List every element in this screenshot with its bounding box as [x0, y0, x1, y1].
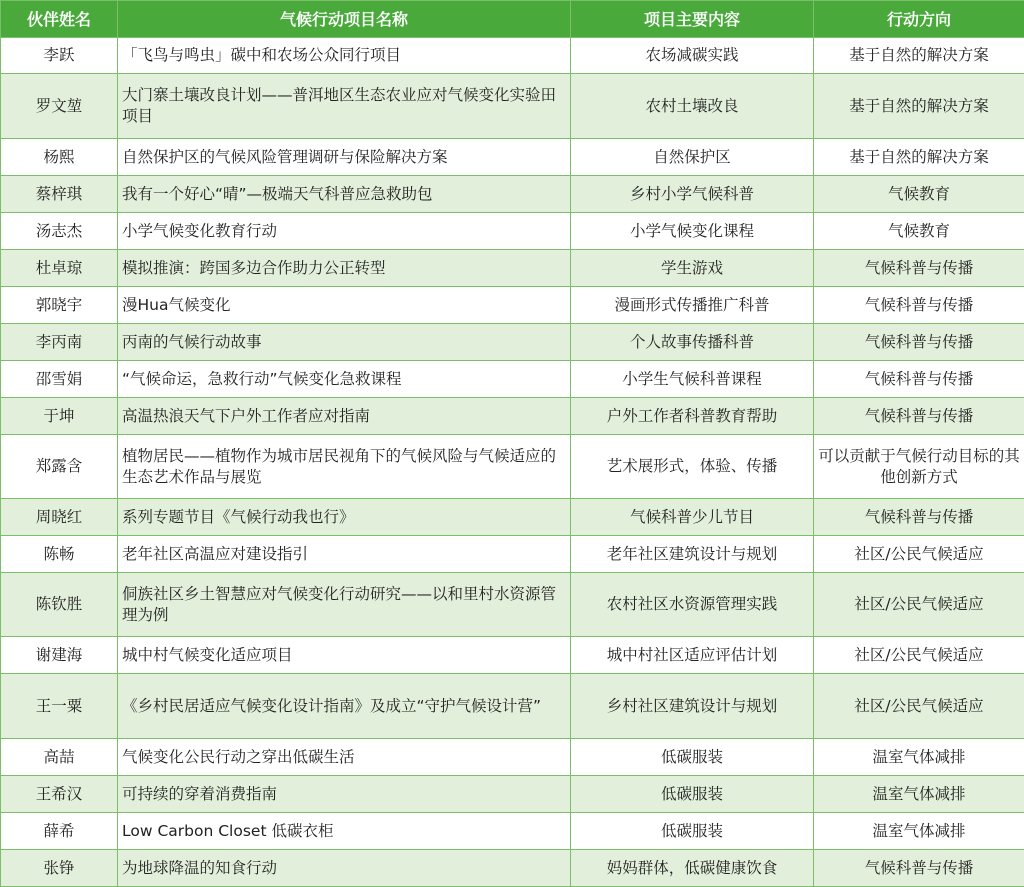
cell-main-content: 乡村小学气候科普 — [571, 176, 814, 213]
cell-partner-name: 陈畅 — [1, 536, 118, 573]
cell-action-direction: 社区/公民气候适应 — [814, 674, 1024, 739]
cell-action-direction: 基于自然的解决方案 — [814, 139, 1024, 176]
cell-action-direction: 基于自然的解决方案 — [814, 38, 1024, 74]
header-partner-name: 伙伴姓名 — [1, 1, 118, 38]
table-body — [1, 38, 1024, 887]
cell-action-direction: 基于自然的解决方案 — [814, 74, 1024, 139]
cell-partner-name: 于坤 — [1, 398, 118, 435]
table-row — [1, 435, 1024, 499]
table-row — [1, 398, 1024, 435]
table-row — [1, 38, 1024, 74]
cell-partner-name: 李丙南 — [1, 324, 118, 361]
cell-main-content: 小学气候变化课程 — [571, 213, 814, 250]
cell-main-content: 小学生气候科普课程 — [571, 361, 814, 398]
cell-project-name: 模拟推演：跨国多边合作助力公正转型 — [118, 250, 571, 287]
cell-partner-name: 蔡梓琪 — [1, 176, 118, 213]
table-row — [1, 139, 1024, 176]
cell-project-name: 侗族社区乡土智慧应对气候变化行动研究——以和里村水资源管理为例 — [118, 573, 571, 637]
table-row — [1, 573, 1024, 637]
cell-partner-name: 王一粟 — [1, 674, 118, 739]
cell-action-direction: 可以贡献于气候行动目标的其他创新方式 — [814, 435, 1024, 499]
cell-main-content: 妈妈群体，低碳健康饮食 — [571, 850, 814, 887]
cell-partner-name: 邵雪娟 — [1, 361, 118, 398]
cell-action-direction: 社区/公民气候适应 — [814, 573, 1024, 637]
header-main-content: 项目主要内容 — [571, 1, 814, 38]
header-project-name: 气候行动项目名称 — [118, 1, 571, 38]
cell-action-direction: 温室气体减排 — [814, 739, 1024, 776]
cell-main-content: 漫画形式传播推广科普 — [571, 287, 814, 324]
cell-partner-name: 薛希 — [1, 813, 118, 850]
cell-main-content: 低碳服装 — [571, 813, 814, 850]
cell-partner-name: 陈钦胜 — [1, 573, 118, 637]
cell-action-direction: 气候科普与传播 — [814, 250, 1024, 287]
cell-partner-name: 郑露含 — [1, 435, 118, 499]
cell-main-content: 艺术展形式，体验、传播 — [571, 435, 814, 499]
cell-main-content: 个人故事传播科普 — [571, 324, 814, 361]
cell-project-name: “气候命运，急救行动”气候变化急救课程 — [118, 361, 571, 398]
cell-main-content: 自然保护区 — [571, 139, 814, 176]
cell-partner-name: 谢建海 — [1, 637, 118, 674]
cell-project-name: 为地球降温的知食行动 — [118, 850, 571, 887]
cell-partner-name: 高喆 — [1, 739, 118, 776]
header-action-direction: 行动方向 — [814, 1, 1024, 38]
cell-main-content: 老年社区建筑设计与规划 — [571, 536, 814, 573]
table-row — [1, 813, 1024, 850]
cell-main-content: 户外工作者科普教育帮助 — [571, 398, 814, 435]
table-row — [1, 176, 1024, 213]
cell-project-name: 丙南的气候行动故事 — [118, 324, 571, 361]
table-row — [1, 324, 1024, 361]
cell-partner-name: 杨熙 — [1, 139, 118, 176]
cell-project-name: Low Carbon Closet 低碳衣柜 — [118, 813, 571, 850]
cell-partner-name: 李跃 — [1, 38, 118, 74]
table-row — [1, 250, 1024, 287]
cell-project-name: 「飞鸟与鸣虫」碳中和农场公众同行项目 — [118, 38, 571, 74]
cell-main-content: 农村社区水资源管理实践 — [571, 573, 814, 637]
cell-project-name: 漫Hua气候变化 — [118, 287, 571, 324]
table-row — [1, 499, 1024, 536]
cell-project-name: 我有一个好心“晴”—极端天气科普应急救助包 — [118, 176, 571, 213]
cell-action-direction: 气候科普与传播 — [814, 499, 1024, 536]
table-row — [1, 739, 1024, 776]
cell-project-name: 植物居民——植物作为城市居民视角下的气候风险与气候适应的生态艺术作品与展览 — [118, 435, 571, 499]
cell-project-name: 自然保护区的气候风险管理调研与保险解决方案 — [118, 139, 571, 176]
cell-main-content: 气候科普少儿节目 — [571, 499, 814, 536]
cell-main-content: 学生游戏 — [571, 250, 814, 287]
table-row — [1, 776, 1024, 813]
cell-main-content: 城中村社区适应评估计划 — [571, 637, 814, 674]
cell-action-direction: 社区/公民气候适应 — [814, 637, 1024, 674]
table-row — [1, 674, 1024, 739]
cell-project-name: 城中村气候变化适应项目 — [118, 637, 571, 674]
cell-project-name: 气候变化公民行动之穿出低碳生活 — [118, 739, 571, 776]
cell-project-name: 系列专题节目《气候行动我也行》 — [118, 499, 571, 536]
cell-partner-name: 周晓红 — [1, 499, 118, 536]
cell-main-content: 低碳服装 — [571, 739, 814, 776]
cell-action-direction: 气候科普与传播 — [814, 324, 1024, 361]
cell-partner-name: 杜卓琼 — [1, 250, 118, 287]
cell-project-name: 《乡村民居适应气候变化设计指南》及成立“守护气候设计营” — [118, 674, 571, 739]
cell-partner-name: 郭晓宇 — [1, 287, 118, 324]
cell-action-direction: 温室气体减排 — [814, 813, 1024, 850]
cell-main-content: 低碳服装 — [571, 776, 814, 813]
table-header-row — [1, 1, 1024, 38]
cell-action-direction: 气候教育 — [814, 176, 1024, 213]
cell-partner-name: 王希汉 — [1, 776, 118, 813]
table-row — [1, 74, 1024, 139]
cell-project-name: 小学气候变化教育行动 — [118, 213, 571, 250]
cell-main-content: 农场减碳实践 — [571, 38, 814, 74]
cell-partner-name: 张铮 — [1, 850, 118, 887]
cell-partner-name: 汤志杰 — [1, 213, 118, 250]
cell-action-direction: 气候教育 — [814, 213, 1024, 250]
cell-project-name: 可持续的穿着消费指南 — [118, 776, 571, 813]
cell-project-name: 大门寨土壤改良计划——普洱地区生态农业应对气候变化实验田项目 — [118, 74, 571, 139]
table-row — [1, 637, 1024, 674]
cell-project-name: 老年社区高温应对建设指引 — [118, 536, 571, 573]
cell-main-content: 乡村社区建筑设计与规划 — [571, 674, 814, 739]
cell-partner-name: 罗文堃 — [1, 74, 118, 139]
cell-action-direction: 气候科普与传播 — [814, 287, 1024, 324]
cell-action-direction: 气候科普与传播 — [814, 361, 1024, 398]
cell-action-direction: 气候科普与传播 — [814, 398, 1024, 435]
cell-project-name: 高温热浪天气下户外工作者应对指南 — [118, 398, 571, 435]
table-row — [1, 536, 1024, 573]
cell-action-direction: 气候科普与传播 — [814, 850, 1024, 887]
cell-main-content: 农村土壤改良 — [571, 74, 814, 139]
table-row — [1, 361, 1024, 398]
cell-action-direction: 社区/公民气候适应 — [814, 536, 1024, 573]
table-row — [1, 213, 1024, 250]
cell-action-direction: 温室气体减排 — [814, 776, 1024, 813]
table-row — [1, 287, 1024, 324]
